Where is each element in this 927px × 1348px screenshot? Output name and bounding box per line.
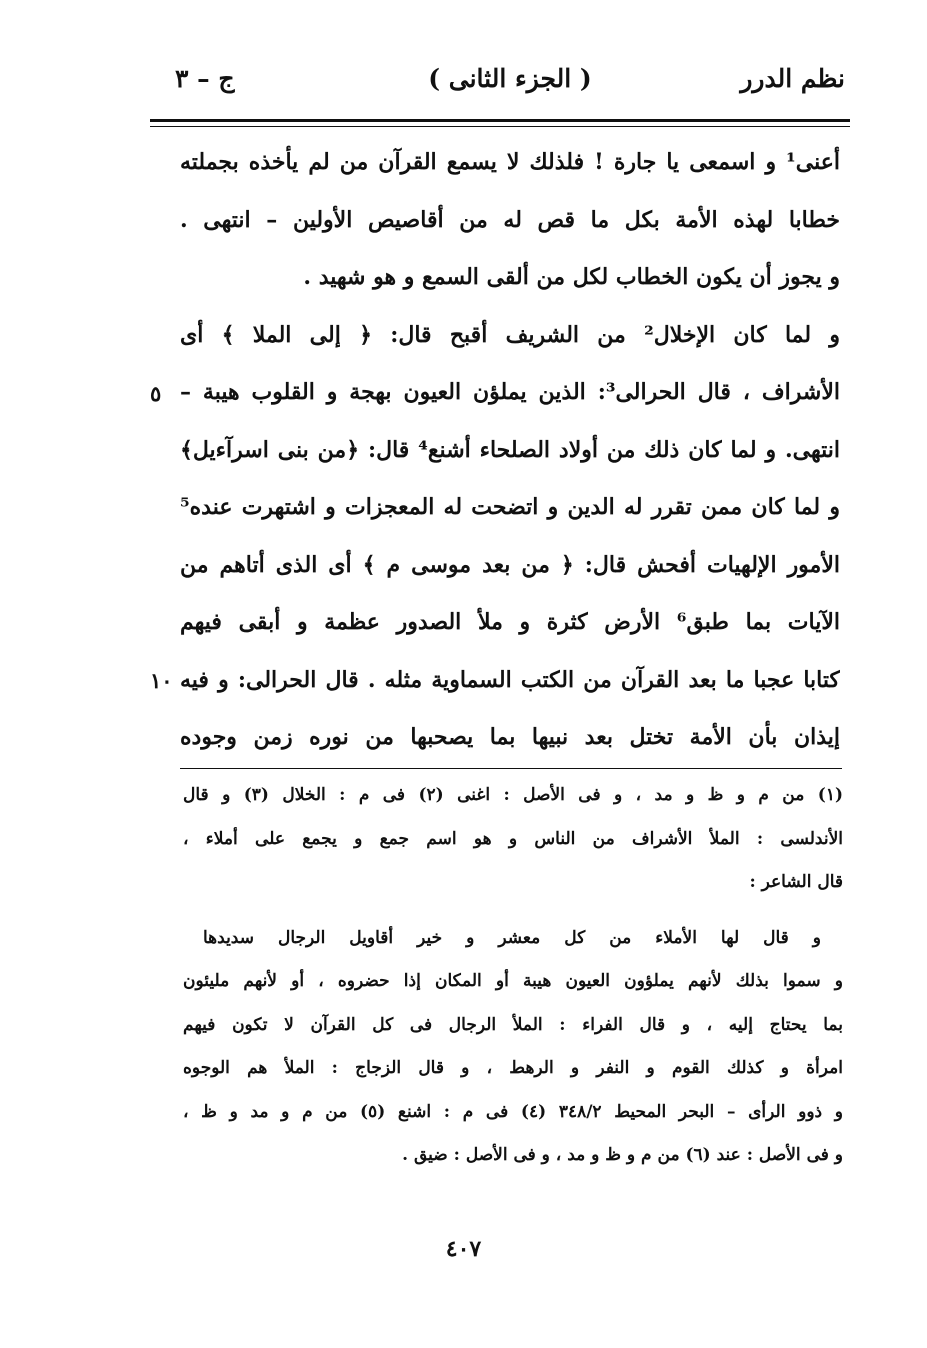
header-rule-thin	[150, 126, 850, 127]
footnote-line: و سموا بذلك لأنهم يملؤون العيون هيبة أو المكان إذا حضروه ، أو لأنهم مليئون	[183, 971, 843, 991]
text-line: و يجوز أن يكون الخطاب لكل من ألقى السمع و هو شهيد .	[303, 264, 840, 290]
page-number: ٤٠٧	[445, 1236, 482, 1262]
text-line: أعنى¹ و اسمعى يا جارة ! فلذلك لا يسمع القرآن من لم يأخذه بجملته	[180, 149, 840, 175]
footnote-verse: و قال لها الأملاء من كل معشر و خير أقاويل الرجال سديدها	[203, 927, 821, 948]
footnote-line: امرأة و كذلك القوم و النفر و الرهط ، و قال الزجاج : الملأ هم الوجوه	[183, 1058, 843, 1078]
running-header	[175, 58, 845, 102]
line-number-10: ١٠	[150, 668, 173, 693]
text-line: و لما كان الإخلال² من الشريف أقبح قال: ﴿ إلى الملا ﴾ أى	[180, 321, 840, 348]
footnote-line: قال الشاعر :	[749, 872, 843, 892]
footnote-line: (١) من م و ظ و مد ، و فى الأصل : اغنى (٢) فى م : الخلال (٣) و قال	[183, 785, 843, 805]
volume-label: ج – ٣	[175, 64, 235, 93]
main-text	[180, 134, 840, 767]
book-title: نظم الدرر	[740, 64, 845, 93]
text-line: الأمور الإلهيات أفحش قال: ﴿ من بعد موسى م ﴾ أى الذى أتاهم من	[180, 551, 840, 578]
header-rule-thick	[150, 119, 850, 122]
footnote-line: الأندلسى : الملأ الأشراف من الناس و هو اسم جمع و يجمع على أملاء ،	[183, 828, 843, 849]
text-line: خطابا لهذه الأمة بكل ما قص له من أقاصيص الأولين – انتهى .	[180, 206, 840, 233]
part-label: ( الجزء الثانى )	[428, 64, 592, 93]
text-line: الأشراف ، قال الحرالى³: الذين يملؤن العيون بهجة و القلوب هيبة –	[180, 379, 840, 405]
footnotes	[183, 774, 843, 1178]
footnote-line: و فى الأصل : عند (٦) من م و ظ و مد ، و فى الأصل : ضيق .	[402, 1145, 843, 1165]
text-line: إيذان بأن الأمة تختل بعد نبيها بما يصحبها من نوره زمن وجوده	[180, 724, 840, 750]
text-line: و لما كان ممن تقرر له الدين و اتضحت له المعجزات و اشتهرت عنده⁵	[180, 494, 840, 520]
text-line: الآيات بما طبق⁶ الأرض كثرة و ملأ الصدور عظمة و أبقى فيهم	[180, 609, 840, 635]
footnote-line: بما يحتاج إليه ، و قال الفراء : الملأ الرجال فى كل القرآن لا تكون فيهم	[183, 1014, 843, 1035]
text-line: انتهى. و لما كان ذلك من أولاد الصلحاء أشنع⁴ قال: ﴿من بنى اسرآءيل﴾	[180, 436, 840, 463]
text-line: كتابا عجبا ما بعد القرآن من الكتب السماوية مثله . قال الحرالى: و فيه	[180, 666, 840, 693]
footnote-line: و ذوو الرأى – البحر المحيط ٣٤٨/٢ (٤) فى م : اشنع (٥) من م و مد و ظ ،	[183, 1101, 843, 1122]
footnote-separator	[180, 768, 842, 769]
line-number-5: ٥	[150, 381, 162, 406]
